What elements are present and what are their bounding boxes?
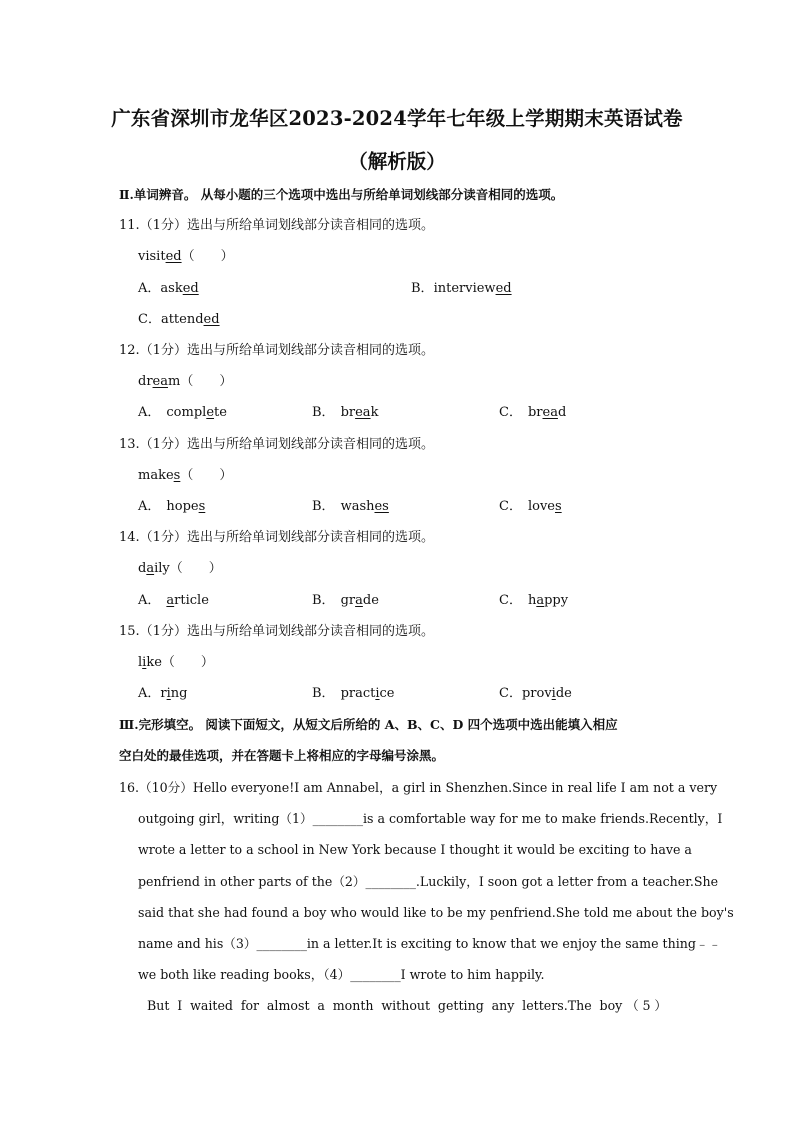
answer-blank: （ ） [169, 561, 222, 576]
option-letter: C． [499, 686, 522, 701]
option-a [138, 685, 187, 703]
question-stem: 11.（1分）选出与所给单词划线部分读音相同的选项。 [119, 218, 434, 233]
word-text: l [138, 655, 143, 670]
option-text: de [362, 593, 379, 608]
passage-line: wrote a letter to a school in New York because I thought it would be exciting to have a [138, 842, 692, 857]
option-underlined-part: ea [542, 405, 558, 420]
word-text: make [138, 468, 174, 483]
passage-line: But I waited for almost a month without getting any letters.The boy（5） [147, 998, 667, 1013]
answer-blank: （ ） [181, 249, 234, 264]
option-text: h [527, 593, 537, 608]
option-underlined-part: a [166, 593, 175, 608]
option-text: gr [340, 593, 356, 608]
word-underlined-part: ea [152, 374, 168, 389]
option-a [138, 404, 227, 422]
word-text: ily [154, 561, 170, 576]
word-text: m [168, 374, 181, 389]
option-underlined-part: es [374, 499, 389, 514]
passage-line: name and his（3）________in a letter.It is exciting to know that we enjoy the same thing﹣﹣ [138, 936, 722, 951]
option-text: hope [166, 499, 199, 514]
passage-line: outgoing girl，writing（1）________is a comfortable way for me to make friends.Recently，I [138, 811, 723, 826]
word-underlined-part: i [142, 655, 147, 670]
option-underlined-part: i [166, 686, 171, 701]
option-letter: C． [499, 499, 522, 514]
option-underlined-part: s [554, 499, 562, 514]
question-stem: 14.（1分）选出与所给单词划线部分读音相同的选项。 [119, 530, 434, 545]
option-letter: A． [138, 281, 161, 296]
option-a [138, 498, 205, 516]
option-letter: B． [312, 405, 335, 420]
option-b [312, 404, 378, 422]
question-stem: 15.（1分）选出与所给单词划线部分读音相同的选项。 [119, 624, 434, 639]
option-text: rticle [174, 593, 209, 608]
option-text: interview [433, 281, 496, 296]
answer-blank: （ ） [161, 655, 214, 670]
option-letter: C． [138, 312, 161, 327]
word-text: d [138, 561, 147, 576]
option-text: d [557, 405, 567, 420]
section-heading-cloze: Ⅲ.完形填空。 阅读下面短文，从短文后所给的 A、B、C、D 四个选项中选出能填入相应 [119, 717, 618, 732]
option-text: te [214, 405, 227, 420]
word-underlined-part: a [146, 561, 155, 576]
option-letter: A． [138, 686, 161, 701]
option-b [312, 592, 379, 610]
option-a [138, 592, 209, 610]
question-stem: 13.（1分）选出与所给单词划线部分读音相同的选项。 [119, 437, 434, 452]
option-letter: B． [312, 499, 335, 514]
option-text: de [555, 686, 572, 701]
question-word [138, 467, 232, 485]
option-letter: C． [499, 405, 522, 420]
question-word [138, 248, 234, 266]
option-letter: C． [499, 593, 522, 608]
option-c [499, 592, 568, 610]
answer-blank: （ ） [180, 468, 233, 483]
option-letter: B． [312, 593, 335, 608]
option-text: prov [521, 686, 552, 701]
document-title: 广东省深圳市龙华区2023-2024学年七年级上学期期末英语试卷 [111, 107, 683, 130]
option-underlined-part: s [198, 499, 206, 514]
answer-blank: （ ） [180, 374, 233, 389]
option-letter: A． [138, 499, 161, 514]
option-text: ask [160, 281, 183, 296]
option-underlined-part: ea [355, 405, 371, 420]
option-letter: A． [138, 405, 161, 420]
word-text: ke [146, 655, 162, 670]
option-b [312, 685, 395, 703]
option-text: compl [166, 405, 207, 420]
passage-line: 16.（10分）Hello everyone!I am Annabel，a girl in Shenzhen.Since in real life I am not a very [119, 780, 718, 795]
option-underlined-part: ed [495, 281, 512, 296]
option-letter: B． [312, 686, 335, 701]
question-word [138, 560, 222, 578]
option-letter: A． [138, 593, 161, 608]
passage-line: penfriend in other parts of the（2）________.Luckily，I soon got a letter from a teacher.She [138, 874, 719, 889]
option-underlined-part: ed [203, 312, 220, 327]
option-text: ppy [544, 593, 569, 608]
option-a [138, 280, 199, 298]
option-text: k [370, 405, 379, 420]
option-underlined-part: e [206, 405, 215, 420]
question-word [138, 373, 232, 391]
word-text: visit [138, 249, 166, 264]
option-c [499, 404, 566, 422]
section-heading-word-pronunciation: Ⅱ.单词辨音。 从每小题的三个选项中选出与所给单词划线部分读音相同的选项。 [119, 187, 564, 202]
option-c [499, 498, 562, 516]
word-text: dr [138, 374, 153, 389]
option-underlined-part: i [375, 686, 380, 701]
option-c [499, 685, 572, 703]
option-text: br [340, 405, 356, 420]
option-letter: B． [411, 281, 434, 296]
option-b [312, 498, 389, 516]
option-b [411, 280, 512, 298]
option-text: br [527, 405, 543, 420]
option-text: ce [379, 686, 395, 701]
passage-line: said that she had found a boy who would like to be my penfriend.She told me about the boy's [138, 905, 734, 920]
word-underlined-part: s [173, 468, 181, 483]
option-c [138, 311, 220, 329]
option-text: pract [340, 686, 376, 701]
option-underlined-part: ed [182, 281, 199, 296]
option-text: r [160, 686, 167, 701]
option-text: love [527, 499, 555, 514]
question-stem: 12.（1分）选出与所给单词划线部分读音相同的选项。 [119, 343, 434, 358]
question-word [138, 654, 214, 672]
document-subtitle: （解析版） [348, 150, 446, 173]
option-underlined-part: a [355, 593, 363, 608]
option-text: wash [340, 499, 375, 514]
passage-line: we both like reading books，（4）________I wrote to him happily. [138, 967, 545, 982]
option-text: ng [170, 686, 188, 701]
option-underlined-part: a [536, 593, 545, 608]
option-underlined-part: i [551, 686, 556, 701]
word-underlined-part: ed [165, 249, 182, 264]
option-text: attend [160, 312, 204, 327]
section-heading-cloze-continued: 空白处的最佳选项，并在答题卡上将相应的字母编号涂黑。 [119, 748, 445, 763]
